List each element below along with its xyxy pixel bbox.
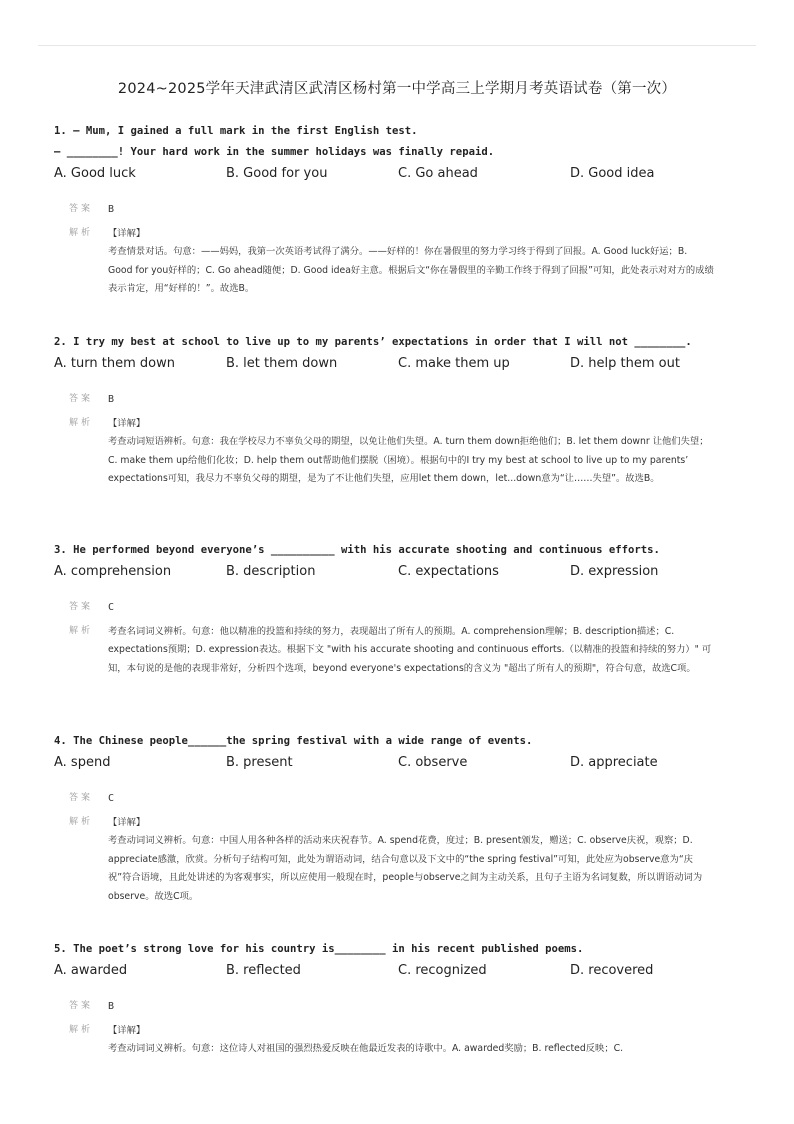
answer-label: 答案	[69, 793, 94, 803]
answer-label: 答案	[69, 204, 94, 214]
question-stem: 3. He performed beyond everyone’s __________ with his accurate shooting and continuous efforts.	[54, 544, 660, 556]
answer-value: B	[108, 394, 115, 405]
question-1	[54, 121, 754, 299]
analysis-label: 解析	[69, 626, 94, 636]
question-5	[54, 939, 754, 1059]
option-c: C. expectations	[398, 564, 499, 579]
options	[54, 753, 754, 773]
answer-block	[54, 391, 754, 489]
answer-block	[54, 998, 754, 1059]
options	[54, 164, 754, 184]
answer-value: B	[108, 1001, 115, 1012]
analysis-text: 考查动词词义辨析。句意：中国人用各种各样的活动来庆祝春节。A. spend花费，度过；B. present颁发，赠送；C. observe庆祝，观察；D. appreciate感激，欣赏。分析句子结构可知，此处为谓语动词，结合句意以及下文中的“the spring festival”可知，此处应为observe意为“庆祝”符合语境，且此处讲述的为客观事实，所以应使用一般现在时，people与observe之间为主动关系，且句子主语为名词复数，所以谓语动词为observe。故选C项。	[108, 835, 703, 902]
option-c: C. Go ahead	[398, 166, 478, 181]
option-d: D. Good idea	[570, 166, 655, 181]
answer-value: C	[108, 793, 115, 804]
option-d: D. expression	[570, 564, 659, 579]
option-c: C. recognized	[398, 963, 487, 978]
option-d: D. recovered	[570, 963, 654, 978]
option-a: A. turn them down	[54, 356, 175, 371]
options	[54, 354, 754, 374]
answer-label: 答案	[69, 1001, 94, 1011]
question-stem: 4. The Chinese people______the spring festival with a wide range of events.	[54, 735, 533, 747]
option-a: A. comprehension	[54, 564, 172, 579]
option-b: B. Good for you	[226, 166, 328, 181]
option-a: A. Good luck	[54, 166, 136, 181]
option-b: B. let them down	[226, 356, 338, 371]
answer-block	[54, 201, 754, 299]
detail-tag: 【详解】	[108, 1025, 146, 1036]
question-stem: 2. I try my best at school to live up to my parents’ expectations in order that I will not ________.	[54, 336, 692, 348]
option-b: B. reflected	[226, 963, 301, 978]
option-a: A. awarded	[54, 963, 128, 978]
options	[54, 961, 754, 981]
analysis-text: 考查情景对话。句意：——妈妈，我第一次英语考试得了满分。——好样的！你在暑假里的努力学习终于得到了回报。A. Good luck好运；B. Good for you好样的；C. Go ahead随便；D. Good idea好主意。根据后文“你在暑假里的辛勤工作终于得到了回报”可知，此处表示对对方的成绩表示肯定，用“好样的！”。故选B。	[108, 246, 714, 295]
analysis-text: 考查名词词义辨析。句意：他以精准的投篮和持续的努力，表现超出了所有人的预期。A. comprehension理解；B. description描述；C. expectations预期；D. expression表达。根据下文 "with his accurate shooting and continuous efforts.（以精准的投篮和持续的努力）" 可知，本句说的是他的表现非常好，分析四个选项，beyond everyone's expectations的含义为 "超出了所有人的预期"，符合句意，故选C项。	[108, 626, 712, 674]
answer-block	[54, 599, 754, 678]
question-3	[54, 540, 754, 678]
option-b: B. description	[226, 564, 316, 579]
option-a: A. spend	[54, 755, 111, 770]
option-b: B. present	[226, 755, 293, 770]
analysis-label: 解析	[69, 228, 94, 238]
question-2	[54, 332, 754, 489]
option-d: D. help them out	[570, 356, 680, 371]
analysis-label: 解析	[69, 1025, 94, 1035]
answer-label: 答案	[69, 394, 94, 404]
analysis-label: 解析	[69, 418, 94, 428]
option-d: D. appreciate	[570, 755, 658, 770]
analysis-label: 解析	[69, 817, 94, 827]
answer-label: 答案	[69, 602, 94, 612]
header-divider	[38, 45, 756, 46]
analysis-text: 考查动词词义辨析。句意：这位诗人对祖国的强烈热爱反映在他最近发表的诗歌中。A. awarded奖励；B. reflected反映；C.	[108, 1043, 624, 1055]
answer-value: B	[108, 204, 115, 215]
question-stem: 5. The poet’s strong love for his country is________ in his recent published poems.	[54, 943, 584, 955]
detail-tag: 【详解】	[108, 817, 146, 828]
question-stem: 1. — Mum, I gained a full mark in the first English test. — ________! Your hard work in the summer holidays was finally repaid.	[54, 125, 495, 158]
page-title: 2024~2025学年天津武清区武清区杨村第一中学高三上学期月考英语试卷（第一次）	[117, 81, 677, 97]
detail-tag: 【详解】	[108, 228, 146, 239]
detail-tag: 【详解】	[108, 418, 146, 429]
options	[54, 562, 754, 582]
analysis-text: 考查动词短语辨析。句意：我在学校尽力不辜负父母的期望，以免让他们失望。A. turn them down拒绝他们；B. let them downr 让他们失望；C. make them up给他们化妆；D. help them out帮助他们摆脱（困境）。根据句中的I try my best at school to live up to my parents’ expectations可知，我尽力不辜负父母的期望，是为了不让他们失望，应用let them down，let...down意为“让……失望”。故选B。	[108, 436, 709, 485]
question-4	[54, 731, 754, 906]
answer-block	[54, 790, 754, 906]
option-c: C. observe	[398, 755, 468, 770]
answer-value: C	[108, 602, 115, 613]
option-c: C. make them up	[398, 356, 510, 371]
